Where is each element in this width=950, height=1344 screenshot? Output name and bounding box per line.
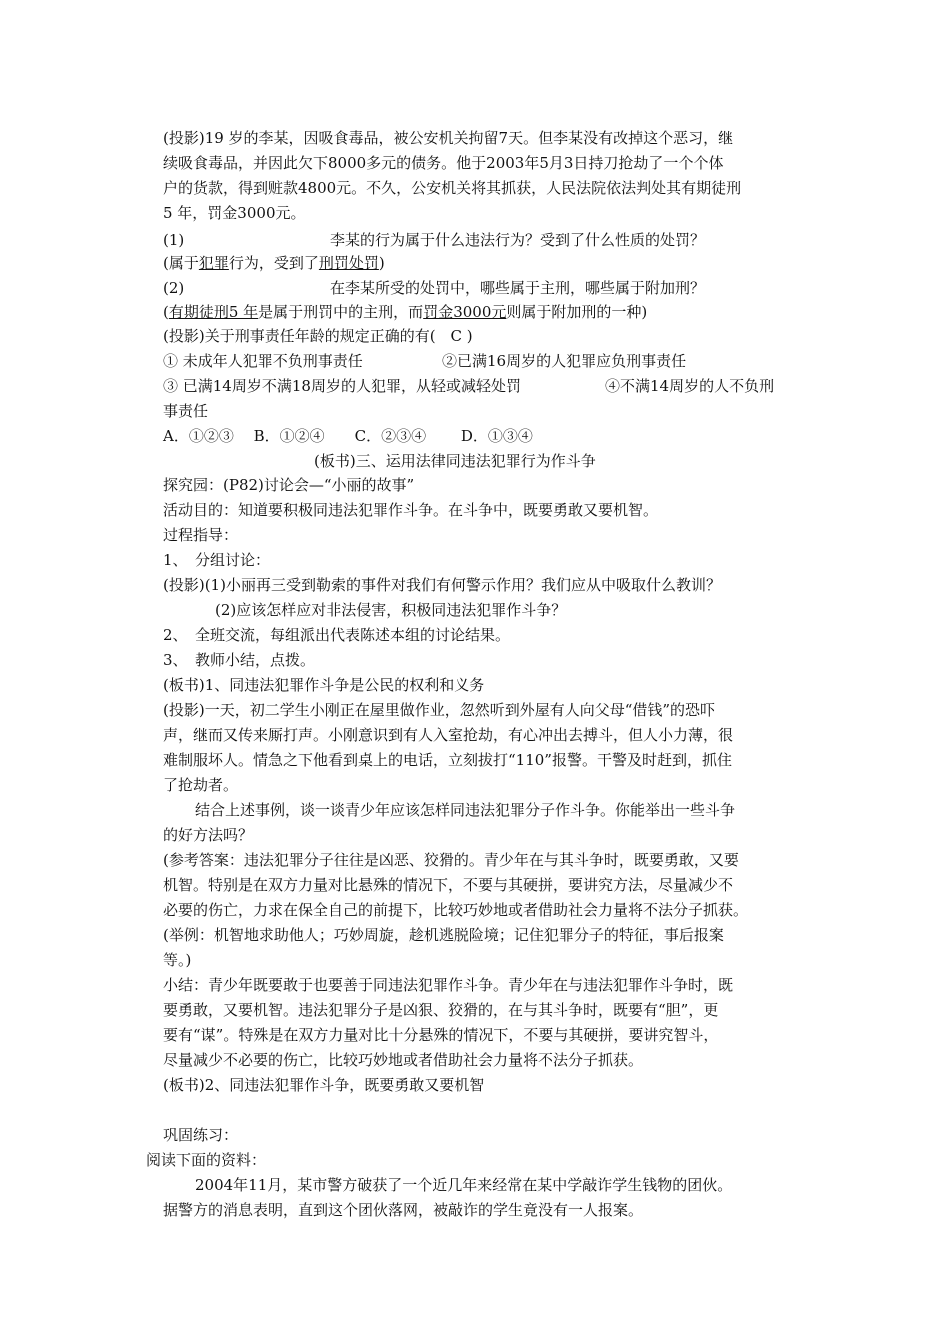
reading-instruction: 阅读下面的资料： xyxy=(146,1151,267,1169)
step-3: 3、 教师小结，点拨。 xyxy=(163,651,316,669)
reference-line-2: 机智。特别是在双方力量对比悬殊的情况下，不要与其硬拼，要讲究方法，尽量减少不 xyxy=(163,876,734,894)
answer-2: (有期徒刑5 年是属于刑罚中的主刑，而罚金3000元则属于附加刑的一种) xyxy=(163,303,648,321)
board-point-1: (板书)1、同违法犯罪作斗争是公民的权利和义务 xyxy=(163,676,485,694)
question-1-number: (1) xyxy=(163,231,185,249)
task-line-2: 的好方法吗？ xyxy=(163,826,254,844)
mcq-option-4-cont: 事责任 xyxy=(163,402,209,420)
mcq-option-4: ④不满14周岁的人不负刑 xyxy=(605,377,775,395)
material-line-1: 2004年11月，某市警方破获了一个近几年来经常在某中学敲诈学生钱物的团伙。 xyxy=(195,1176,733,1194)
question-2-number: (2) xyxy=(163,279,185,297)
story-line-4: 了抢劫者。 xyxy=(163,776,239,794)
summary-line-4: 尽量减少不必要的伤亡，比较巧妙地或者借助社会力量将不法分子抓获。 xyxy=(163,1051,644,1069)
mcq-option-3: ③ 已满14周岁不满18周岁的人犯罪，从轻或减轻处罚 xyxy=(163,377,521,395)
step-1: 1、 分组讨论： xyxy=(163,551,271,569)
case-para-line-4: 5 年，罚金3000元。 xyxy=(163,204,306,222)
step-1-question-1: (投影)(1)小丽再三受到勒索的事件对我们有何警示作用？我们应从中吸取什么教训？ xyxy=(163,576,721,594)
summary-line-2: 要勇敢，又要机智。违法犯罪分子是凶狠、狡猾的，在与其斗争时，既要有“胆”，更 xyxy=(163,1001,719,1019)
case-para-line-3: 户的货款，得到赃款4800元。不久，公安机关将其抓获，人民法院依法判处其有期徒刑 xyxy=(163,179,742,197)
process-guide: 过程指导： xyxy=(163,526,239,544)
answer-1: (属于犯罪行为，受到了刑罚处罚) xyxy=(163,254,385,272)
story-line-3: 难制服坏人。情急之下他看到桌上的电话，立刻拔打“110”报警。干警及时赶到，抓住 xyxy=(163,751,732,769)
mcq-choices: A．①②③ B．①②④ C．②③④ D．①③④ xyxy=(163,427,533,445)
explore-line: 探究园：(P82)讨论会—“小丽的故事” xyxy=(163,476,415,494)
board-heading-3: (板书)三、运用法律同违法犯罪行为作斗争 xyxy=(314,452,596,470)
reference-line-1: (参考答案：违法犯罪分子往往是凶恶、狡猾的。青少年在与其斗争时，既要勇敢，又要 xyxy=(163,851,739,869)
mcq-option-2: ②已满16周岁的人犯罪应负刑事责任 xyxy=(442,352,687,370)
story-line-2: 声，继而又传来厮打声。小刚意识到有人入室抢劫，有心冲出去搏斗，但人小力薄，很 xyxy=(163,726,734,744)
practice-heading: 巩固练习： xyxy=(163,1126,239,1144)
reference-line-5: 等。) xyxy=(163,951,192,969)
summary-line-3: 要有“谋”。特殊是在双方力量对比十分悬殊的情况下，不要与其硬拼，要讲究智斗， xyxy=(163,1026,719,1044)
activity-goal: 活动目的：知道要积极同违法犯罪作斗争。在斗争中，既要勇敢又要机智。 xyxy=(163,501,659,519)
story-line-1: (投影)一天，初二学生小刚正在屋里做作业，忽然听到外屋有人向父母“借钱”的恐吓 xyxy=(163,701,716,719)
summary-line-1: 小结：青少年既要敢于也要善于同违法犯罪作斗争。青少年在与违法犯罪作斗争时，既 xyxy=(163,976,734,994)
step-1-question-2: (2)应该怎样应对非法侵害，积极同违法犯罪作斗争？ xyxy=(215,601,567,619)
task-line-1: 结合上述事例，谈一谈青少年应该怎样同违法犯罪分子作斗争。你能举出一些斗争 xyxy=(195,801,736,819)
board-point-2: (板书)2、同违法犯罪作斗争，既要勇敢又要机智 xyxy=(163,1076,485,1094)
case-para-line-1: (投影)19 岁的李某，因吸食毒品，被公安机关拘留7天。但李某没有改掉这个恶习，继 xyxy=(163,129,734,147)
step-2: 2、 全班交流，每组派出代表陈述本组的讨论结果。 xyxy=(163,626,511,644)
material-line-2: 据警方的消息表明，直到这个团伙落网，被敲诈的学生竟没有一人报案。 xyxy=(163,1201,644,1219)
reference-line-3: 必要的伤亡，力求在保全自己的前提下，比较巧妙地或者借助社会力量将不法分子抓获。 xyxy=(163,901,749,919)
case-para-line-2: 续吸食毒品，并因此欠下8000多元的债务。他于2003年5月3日持刀抢劫了一个个体 xyxy=(163,154,724,172)
mcq-option-1: ① 未成年人犯罪不负刑事责任 xyxy=(163,352,363,370)
mcq-stem: (投影)关于刑事责任年龄的规定正确的有( C ) xyxy=(163,327,473,345)
reference-line-4: (举例：机智地求助他人；巧妙周旋，趁机逃脱险境；记住犯罪分子的特征，事后报案 xyxy=(163,926,724,944)
question-2-text: 在李某所受的处罚中，哪些属于主刑，哪些属于附加刑？ xyxy=(330,279,706,297)
question-1-text: 李某的行为属于什么违法行为？受到了什么性质的处罚？ xyxy=(330,231,706,249)
